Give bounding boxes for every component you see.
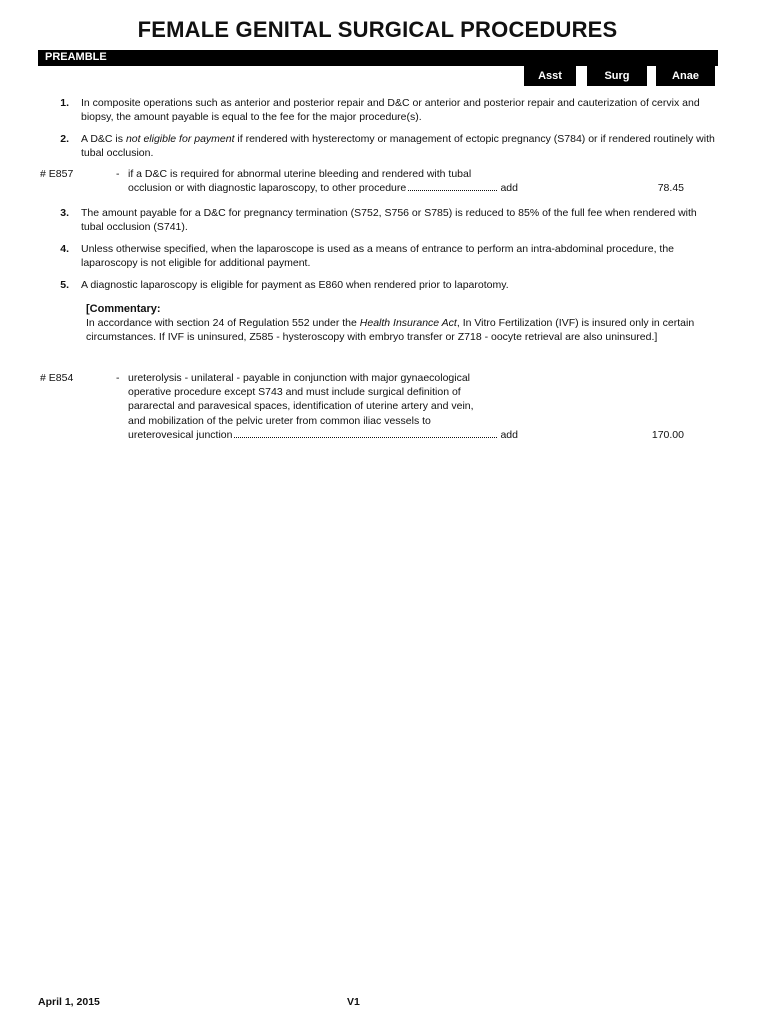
fee-description-line: and mobilization of the pelvic ureter from common iliac vessels to [128,414,431,427]
fee-surg-value: 78.45 [657,182,684,194]
fee-code: # E854 [40,372,74,384]
preamble-item-2 [38,132,718,160]
item-number: 3. [60,207,69,219]
commentary-text-emphasis: Health Insurance Act [359,317,457,330]
commentary-heading: [Commentary: [86,303,161,315]
fee-description-line: ureterolysis - unilateral - payable in conjunction with major gynaecological [128,372,471,384]
fee-description-line: if a D&C is required for abnormal uterine bleeding and rendered with tubal [128,168,472,180]
section-header-bar [38,50,718,66]
item-number: 4. [60,243,69,255]
fee-add-label: add [500,182,518,195]
commentary-text [86,317,694,343]
item-text: In composite operations such as anterior and posterior repair and D&C or anterior and posterior repair and cauterization of cervix and biopsy, the amount payable is equal to the fee for the major procedure(s). [81,97,700,124]
fee-code: # E857 [40,168,74,180]
fee-code-e854 [38,371,718,443]
item-text-part: if rendered with hysterectomy or management of ectopic pregnancy (S784) or if rendered routinely with tubal occlusion. [81,133,715,160]
item-text-emphasis: not eligible for payment [125,133,235,145]
column-header-asst: Asst [524,66,576,86]
fee-surg-value: 170.00 [651,429,684,441]
item-text [81,132,718,160]
footer-date: April 1, 2015 [38,996,100,1008]
column-header-anae: Anae [656,66,715,86]
preamble-item-5 [38,278,718,292]
fee-code-e857 [38,167,718,197]
commentary-block [86,302,718,345]
fee-dash: - [116,372,120,384]
fee-description-line: pararectal and paravesical spaces, identification of uterine artery and vein, [128,400,474,413]
item-number: 2. [60,133,69,145]
fee-dash: - [116,168,120,180]
preamble-item-4 [38,242,718,270]
preamble-item-1 [38,96,718,124]
item-text: The amount payable for a D&C for pregnancy termination (S752, S756 or S785) is reduced to 85% of the full fee when rendered with tubal occlusion (S741). [81,207,697,234]
item-text: Unless otherwise specified, when the laparoscope is used as a means of entrance to perform an intra-abdominal procedure, the laparoscopy is not eligible for additional payment. [81,243,674,270]
commentary-text-part: , In Vitro Fertilization (IVF) is insured only in certain circumstances. If IVF is uninsured, Z585 - hysteroscopy with embryo transfer or Z718 - oocyte retrieval are also uninsured.] [86,317,695,344]
section-label: PREAMBLE [45,51,107,63]
page-title: FEMALE GENITAL SURGICAL PROCEDURES [137,17,618,42]
item-number: 5. [60,279,69,291]
fee-add-label: add [500,428,518,441]
column-header-surg: Surg [587,66,647,86]
commentary-text-part: In accordance with section 24 of Regulation 552 under the [86,317,360,330]
item-text-part: A D&C is [81,133,126,145]
preamble-item-3 [38,206,718,234]
footer-version: V1 [347,996,360,1008]
fee-description-line: occlusion or with diagnostic laparoscopy, to other procedure [128,182,407,195]
item-text: A diagnostic laparoscopy is eligible for payment as E860 when rendered prior to laparotomy. [81,279,509,291]
item-number: 1. [60,97,69,109]
fee-description-line: operative procedure except S743 and must include surgical definition of [128,386,461,399]
fee-description-line: ureterovesical junction [128,428,233,441]
